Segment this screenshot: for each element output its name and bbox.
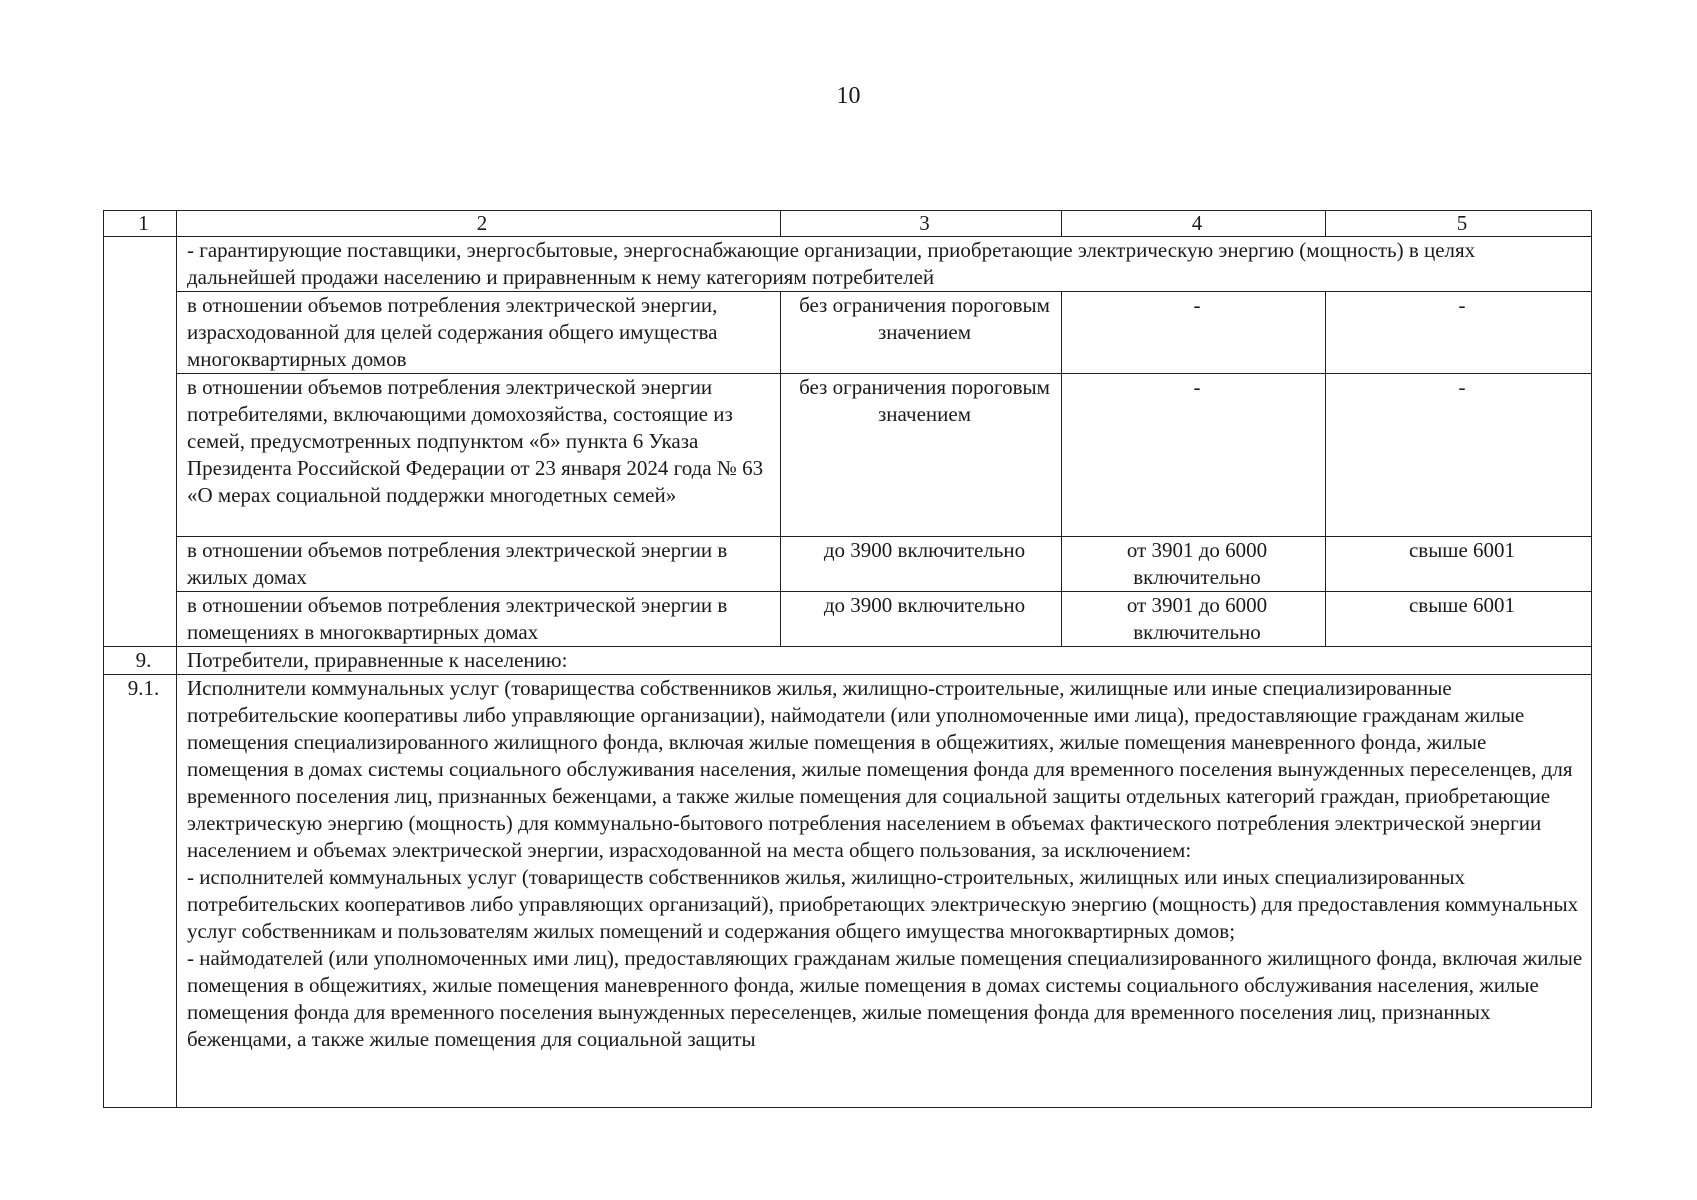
- table-row: [104, 537, 1592, 592]
- row-threshold-3: -: [1326, 292, 1592, 374]
- table-row: [104, 592, 1592, 647]
- intro-row-text: - гарантирующие поставщики, энергосбытовые, энергоснабжающие организации, приобретающие электрическую энергию (мощность) в целях дальнейшей продажи населению и приравненным к нему категориям потребителей: [177, 237, 1592, 292]
- header-cell-1: 1: [104, 211, 177, 237]
- row-threshold-1: до 3900 включительно: [781, 592, 1062, 647]
- header-cell-3: 3: [781, 211, 1062, 237]
- header-cell-2: 2: [177, 211, 781, 237]
- row-threshold-2: -: [1062, 374, 1326, 537]
- section-paragraph: Исполнители коммунальных услуг (товарищества собственников жилья, жилищно-строительные, жилищные или иные специализированные потребительские кооперативы либо управляющие организации), наймодатели (или уполномоченные ими лица), предоставляющие гражданам жилые помещения специализированного жилищного фонда, включая жилые помещения в общежитиях, жилые помещения маневренного фонда, жилые помещения в домах системы социального обслуживания населения, жилые помещения фонда для временного поселения вынужденных переселенцев, для временного поселения лиц, признанных беженцами, а также жилые помещения для социальной защиты отдельных категорий граждан, приобретающие электрическую энергию (мощность) для коммунально-бытового потребления населением в объемах фактического потребления электрической энергии населением и объемах электрической энергии, израсходованной на места общего пользования, за исключением:: [187, 676, 1573, 862]
- row-threshold-1: без ограничения пороговым значением: [781, 292, 1062, 374]
- empty-number-cell: [104, 237, 177, 647]
- table-row: [104, 675, 1592, 1108]
- row-threshold-3: -: [1326, 374, 1592, 537]
- row-threshold-3: свыше 6001: [1326, 592, 1592, 647]
- row-threshold-1: до 3900 включительно: [781, 537, 1062, 592]
- header-cell-4: 4: [1062, 211, 1326, 237]
- header-cell-5: 5: [1326, 211, 1592, 237]
- section-paragraph: - наймодателей (или уполномоченных ими лиц), предоставляющих гражданам жилые помещения специализированного жилищного фонда, включая жилые помещения в общежитиях, жилые помещения маневренного фонда, жилые помещения в домах системы социального обслуживания населения, жилые помещения фонда для временного поселения вынужденных переселенцев, жилые помещения фонда для временного поселения лиц, признанных беженцами, а также жилые помещения для социальной защиты: [187, 946, 1583, 1051]
- row-threshold-3: свыше 6001: [1326, 537, 1592, 592]
- row-threshold-1: без ограничения пороговым значением: [781, 374, 1062, 537]
- page-number: 10: [836, 83, 861, 109]
- section-title: Потребители, приравненные к населению:: [177, 647, 1592, 675]
- row-threshold-2: от 3901 до 6000 включительно: [1062, 537, 1326, 592]
- row-description: в отношении объемов потребления электрической энергии в жилых домах: [177, 537, 781, 592]
- row-threshold-2: от 3901 до 6000 включительно: [1062, 592, 1326, 647]
- table-row: [104, 292, 1592, 374]
- table-header-row: [104, 211, 1592, 237]
- row-threshold-2: -: [1062, 292, 1326, 374]
- tariff-table: [103, 210, 1592, 1108]
- section-paragraph: - исполнителей коммунальных услуг (товариществ собственников жилья, жилищно-строительных, жилищных или иных специализированных потребительских кооперативов либо управляющих организаций), приобретающих электрическую энергию (мощность) для предоставления коммунальных услуг собственникам и пользователям жилых помещений и содержания общего имущества многоквартирных домов;: [187, 865, 1579, 943]
- table-row: [104, 647, 1592, 675]
- section-number: 9.: [104, 647, 177, 675]
- row-description: в отношении объемов потребления электрической энергии потребителями, включающими домохозяйства, состоящие из семей, предусмотренных подпунктом «б» пункта 6 Указа Президента Российской Федерации от 23 января 2024 года № 63 «О мерах социальной поддержки многодетных семей»: [177, 374, 781, 537]
- table-row: [104, 237, 1592, 292]
- row-description: в отношении объемов потребления электрической энергии, израсходованной для целей содержания общего имущества многоквартирных домов: [177, 292, 781, 374]
- row-description: в отношении объемов потребления электрической энергии в помещениях в многоквартирных домах: [177, 592, 781, 647]
- section-body: [177, 675, 1592, 1108]
- section-number: 9.1.: [104, 675, 177, 1108]
- table-row: [104, 374, 1592, 537]
